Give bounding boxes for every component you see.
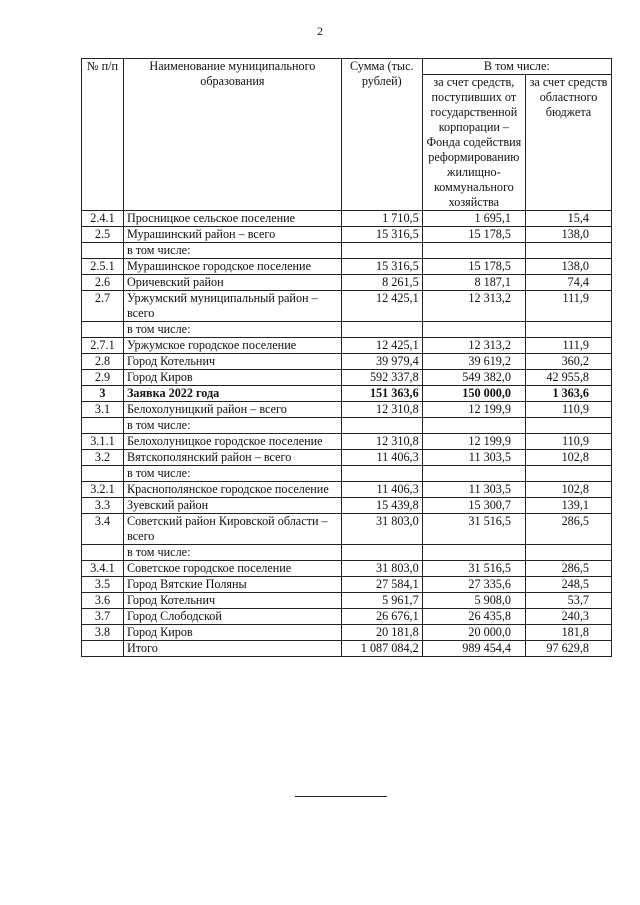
row-sum: 8 261,5 [341,275,422,291]
row-sum: 15 316,5 [341,259,422,275]
table-row [82,338,612,354]
row-fund: 31 516,5 [422,561,525,577]
row-sum: 15 316,5 [341,227,422,243]
row-fund [422,545,525,561]
table-row [82,434,612,450]
row-sum: 31 803,0 [341,561,422,577]
row-fund: 20 000,0 [422,625,525,641]
row-sum: 26 676,1 [341,609,422,625]
row-sum [341,322,422,338]
table-row [82,322,612,338]
table-row [82,402,612,418]
row-name: Город Слободской [123,609,341,625]
row-budget: 97 629,8 [526,641,612,657]
row-num [82,545,124,561]
row-num [82,466,124,482]
row-num: 2.9 [82,370,124,386]
row-name: Город Котельнич [123,593,341,609]
row-fund: 1 695,1 [422,211,525,227]
row-sum: 39 979,4 [341,354,422,370]
table-row [82,498,612,514]
row-sum: 15 439,8 [341,498,422,514]
row-name: в том числе: [123,545,341,561]
row-name: Белохолуницкий район – всего [123,402,341,418]
row-num: 3.3 [82,498,124,514]
row-budget: 139,1 [526,498,612,514]
row-name: Мурашинское городское поселение [123,259,341,275]
row-name: Мурашинский район – всего [123,227,341,243]
table-row [82,625,612,641]
row-num: 3.2.1 [82,482,124,498]
row-budget [526,322,612,338]
table-row [82,514,612,545]
row-name: в том числе: [123,243,341,259]
row-num: 3.5 [82,577,124,593]
row-budget: 138,0 [526,259,612,275]
row-fund [422,322,525,338]
row-sum: 20 181,8 [341,625,422,641]
table-row [82,211,612,227]
row-name: Оричевский район [123,275,341,291]
row-budget: 240,3 [526,609,612,625]
row-name: Краснополянское городское поселение [123,482,341,498]
row-budget: 110,9 [526,434,612,450]
row-budget: 111,9 [526,338,612,354]
row-sum: 31 803,0 [341,514,422,545]
row-sum: 12 310,8 [341,434,422,450]
row-fund: 5 908,0 [422,593,525,609]
table-row [82,641,612,657]
row-sum: 12 425,1 [341,291,422,322]
table-row [82,577,612,593]
footer-divider [295,796,387,797]
funding-table [81,58,612,657]
page-number: 2 [317,24,323,38]
header-budget: за счет средств областного бюджета [526,75,612,211]
header-num: № п/п [82,59,124,211]
row-budget: 74,4 [526,275,612,291]
row-fund: 31 516,5 [422,514,525,545]
row-fund: 12 199,9 [422,434,525,450]
table-row [82,466,612,482]
row-num [82,322,124,338]
row-num: 2.7 [82,291,124,322]
row-budget: 111,9 [526,291,612,322]
row-num: 2.8 [82,354,124,370]
row-sum: 1 710,5 [341,211,422,227]
row-name: в том числе: [123,418,341,434]
row-name: в том числе: [123,466,341,482]
row-name: в том числе: [123,322,341,338]
row-name: Город Киров [123,625,341,641]
table-row [82,545,612,561]
row-fund: 12 313,2 [422,291,525,322]
row-budget: 42 955,8 [526,370,612,386]
row-fund [422,466,525,482]
row-name: Город Котельнич [123,354,341,370]
row-sum [341,243,422,259]
row-num: 2.5 [82,227,124,243]
table-row [82,354,612,370]
row-name: Итого [123,641,341,657]
row-budget [526,243,612,259]
row-budget [526,545,612,561]
row-budget: 286,5 [526,514,612,545]
row-fund: 989 454,4 [422,641,525,657]
row-fund: 15 300,7 [422,498,525,514]
table-row [82,482,612,498]
table-row [82,243,612,259]
header-group: В том числе: [422,59,611,75]
row-num: 3.2 [82,450,124,466]
row-sum: 11 406,3 [341,450,422,466]
row-num: 2.6 [82,275,124,291]
row-fund: 8 187,1 [422,275,525,291]
row-name: Город Вятские Поляны [123,577,341,593]
header-name: Наименование муниципального образования [123,59,341,211]
row-sum: 1 087 084,2 [341,641,422,657]
row-fund: 26 435,8 [422,609,525,625]
row-fund: 11 303,5 [422,482,525,498]
row-budget: 248,5 [526,577,612,593]
row-num: 3.4 [82,514,124,545]
row-num: 3.8 [82,625,124,641]
row-budget: 360,2 [526,354,612,370]
row-sum [341,466,422,482]
row-num: 3.4.1 [82,561,124,577]
row-budget: 138,0 [526,227,612,243]
row-fund: 15 178,5 [422,227,525,243]
row-name: Заявка 2022 года [123,386,341,402]
row-budget: 102,8 [526,450,612,466]
header-fund: за счет средств, поступивших от государственной корпорации – Фонда содействия реформированию жилищно-коммунального хозяйства [422,75,525,211]
row-name: Уржумский муниципальный район – всего [123,291,341,322]
table-row [82,291,612,322]
row-fund: 27 335,6 [422,577,525,593]
row-fund: 549 382,0 [422,370,525,386]
row-fund: 150 000,0 [422,386,525,402]
table-body [82,211,612,657]
row-num: 3.6 [82,593,124,609]
row-sum [341,545,422,561]
row-num: 3.1 [82,402,124,418]
row-sum: 11 406,3 [341,482,422,498]
row-name: Белохолуницкое городское поселение [123,434,341,450]
row-fund: 11 303,5 [422,450,525,466]
row-num: 2.5.1 [82,259,124,275]
table-row [82,593,612,609]
row-fund: 12 313,2 [422,338,525,354]
row-name: Уржумское городское поселение [123,338,341,354]
table-row [82,259,612,275]
row-num: 2.4.1 [82,211,124,227]
row-num [82,243,124,259]
row-num: 2.7.1 [82,338,124,354]
row-budget: 15,4 [526,211,612,227]
row-fund: 15 178,5 [422,259,525,275]
table-row [82,450,612,466]
row-fund [422,418,525,434]
row-budget [526,466,612,482]
header-sum: Сумма (тыс. рублей) [341,59,422,211]
row-budget: 110,9 [526,402,612,418]
row-budget: 53,7 [526,593,612,609]
row-sum: 592 337,8 [341,370,422,386]
row-num: 3.7 [82,609,124,625]
row-sum: 12 310,8 [341,402,422,418]
row-budget: 102,8 [526,482,612,498]
row-sum: 5 961,7 [341,593,422,609]
row-fund [422,243,525,259]
table-row [82,386,612,402]
table-row [82,275,612,291]
row-name: Город Киров [123,370,341,386]
row-fund: 39 619,2 [422,354,525,370]
table-row [82,609,612,625]
row-name: Зуевский район [123,498,341,514]
row-name: Просницкое сельское поселение [123,211,341,227]
table-row [82,561,612,577]
table-row [82,227,612,243]
row-num [82,418,124,434]
row-sum: 151 363,6 [341,386,422,402]
table-row [82,370,612,386]
row-name: Советский район Кировской области – всего [123,514,341,545]
row-budget: 181,8 [526,625,612,641]
row-num [82,641,124,657]
row-budget [526,418,612,434]
row-name: Советское городское поселение [123,561,341,577]
row-sum [341,418,422,434]
row-name: Вятскополянский район – всего [123,450,341,466]
row-sum: 12 425,1 [341,338,422,354]
row-num: 3 [82,386,124,402]
row-budget: 286,5 [526,561,612,577]
row-sum: 27 584,1 [341,577,422,593]
row-budget: 1 363,6 [526,386,612,402]
row-num: 3.1.1 [82,434,124,450]
table-row [82,418,612,434]
row-fund: 12 199,9 [422,402,525,418]
